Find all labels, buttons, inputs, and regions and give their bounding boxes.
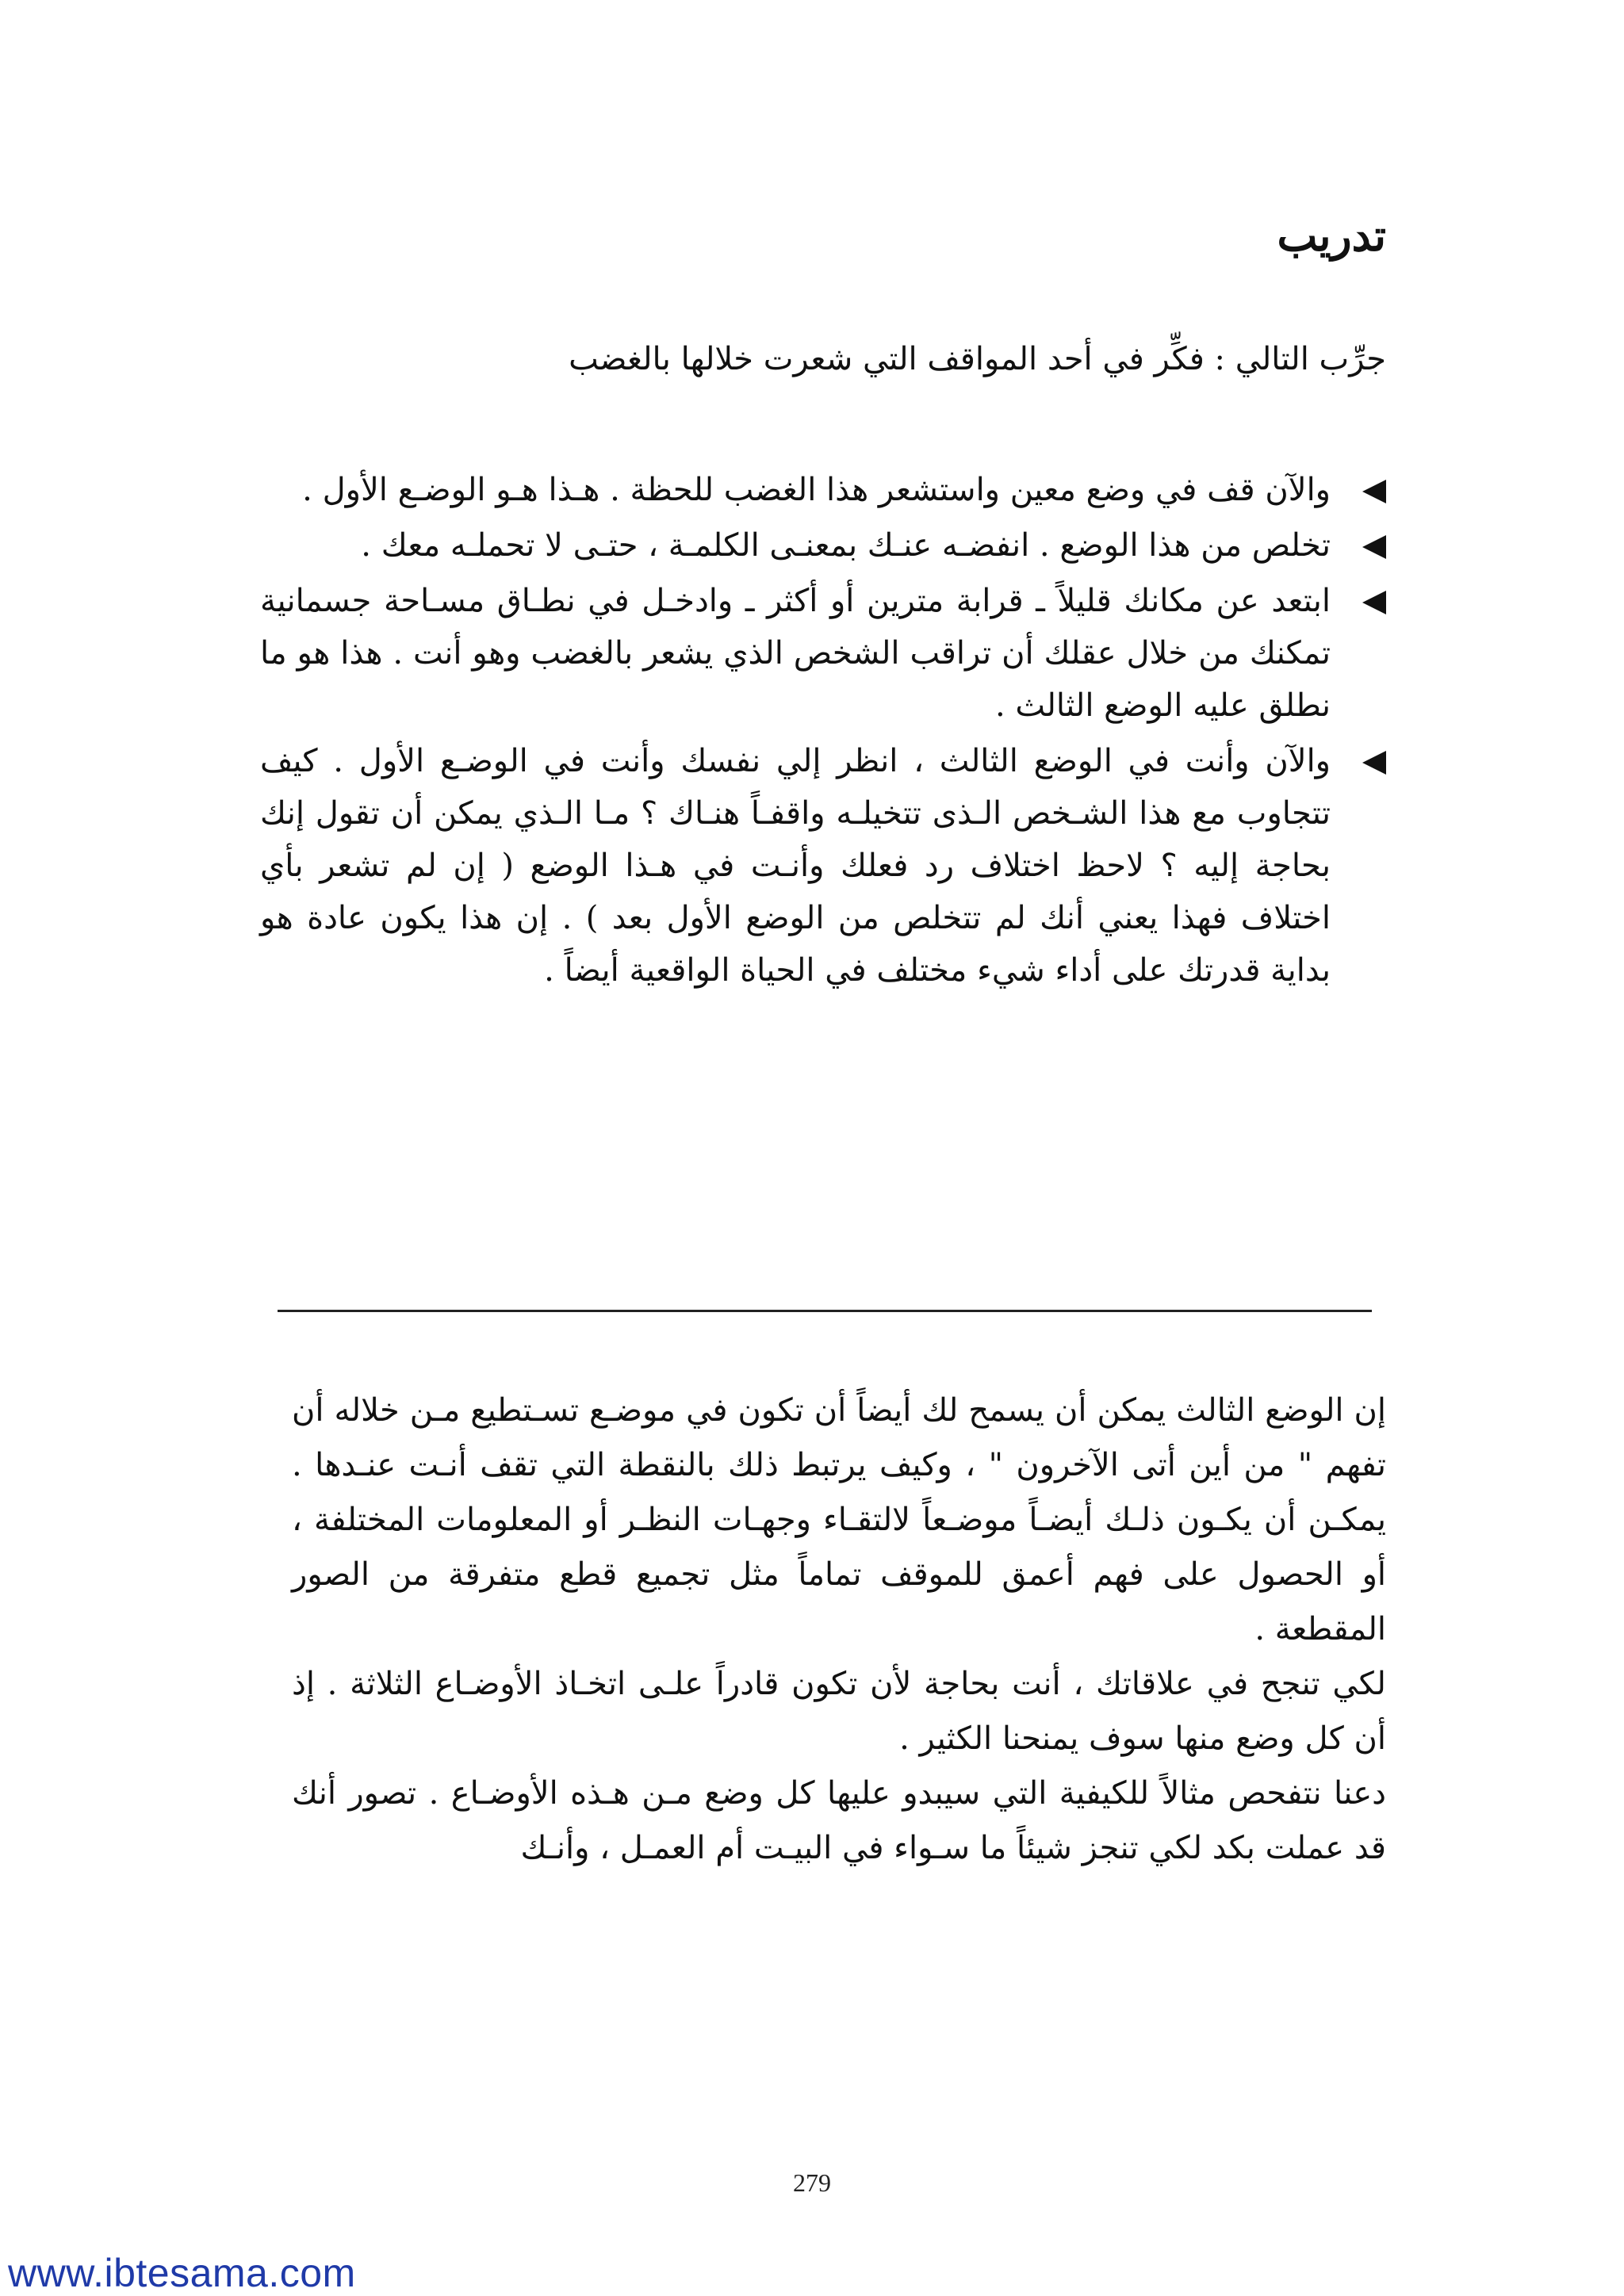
paragraph: لكي تنجح في علاقاتك ، أنت بحاجة لأن تكون قادراً علـى اتخـاذ الأوضـاع الثلاثة . إذ أن كل وضع منها سوف يمنحنا الكثير . <box>292 1666 1386 1757</box>
list-item-text: ابتعد عن مكانك قليلاً ـ قرابة مترين أو أكثر ـ وادخـل في نطـاق مسـاحة جسمانية تمكنك من خلال عقلك أن تراقب الشخص الذي يشعر بالغضب وهو أنت . هذا هو ما نطلق عليه الوضع الثالث . <box>260 583 1331 724</box>
list-item-text: والآن وأنت في الوضع الثالث ، انظر إلي نفسك وأنت في الوضـع الأول . كيف تتجاوب مع هذا الشـخص الـذى تتخيلـه واقفـاً هنـاك ؟ مـا الـذي يمكن أن تقول إنك بحاجة إليه ؟ لاحظ اختلاف رد فعلك وأنـت في هـذا الوضع ( إن لم تشعر بأي اختلاف فهذا يعني أنك لم تتخلص من الوضع الأول بعد ) . إن هذا يكون عادة هو بداية قدرتك على أداء شيء مختلف في الحياة الواقعية أيضاً . <box>260 743 1331 989</box>
triangle-left-icon <box>1362 751 1386 775</box>
exercise-heading: تدريب <box>1277 210 1386 261</box>
exercise-steps-list <box>260 464 1386 1000</box>
watermark-link[interactable]: www.ibtesama.com <box>8 2251 356 2295</box>
page-number: 279 <box>793 2168 831 2197</box>
paragraph: دعنا نتفحص مثالاً للكيفية التي سيبدو عليها كل وضع مـن هـذه الأوضـاع . تصور أنك قد عملت بكد لكي تنجز شيئاً ما سـواء في البيـت أم العمـل ، وأنـك <box>292 1775 1386 1866</box>
triangle-left-icon <box>1362 535 1386 559</box>
triangle-left-icon <box>1362 480 1386 503</box>
list-item <box>260 464 1386 516</box>
triangle-left-icon <box>1362 591 1386 614</box>
section-divider <box>278 1310 1372 1312</box>
list-item-text: تخلص من هذا الوضع . انفضـه عنـك بمعنـى الكلمـة ، حتـى لا تحملـه معك . <box>361 527 1331 564</box>
list-item <box>260 519 1386 572</box>
list-item <box>260 575 1386 732</box>
list-item <box>260 735 1386 997</box>
paragraph: إن الوضع الثالث يمكن أن يسمح لك أيضاً أن تكون في موضـع تسـتطيع مـن خلاله أن تفهم " من أين أتى الآخرون " ، وكيف يرتبط ذلك بالنقطة التي تقف أنـت عنـدها . يمكـن أن يكـون ذلـك أيضـاً موضـعاً لالتقـاء وجهـات النظـر أو المعلومات المختلفة ، أو الحصول على فهم أعمق للموقف تماماً مثل تجميع قطع متفرقة من الصور المقطعة . <box>292 1392 1386 1647</box>
exercise-intro: جرِّب التالي : فكِّر في أحد المواقف التي شعرت خلالها بالغضب <box>569 341 1386 377</box>
body-text <box>292 1383 1386 1876</box>
list-item-text: والآن قف في وضع معين واستشعر هذا الغضب للحظة . هـذا هـو الوضـع الأول . <box>302 472 1331 508</box>
